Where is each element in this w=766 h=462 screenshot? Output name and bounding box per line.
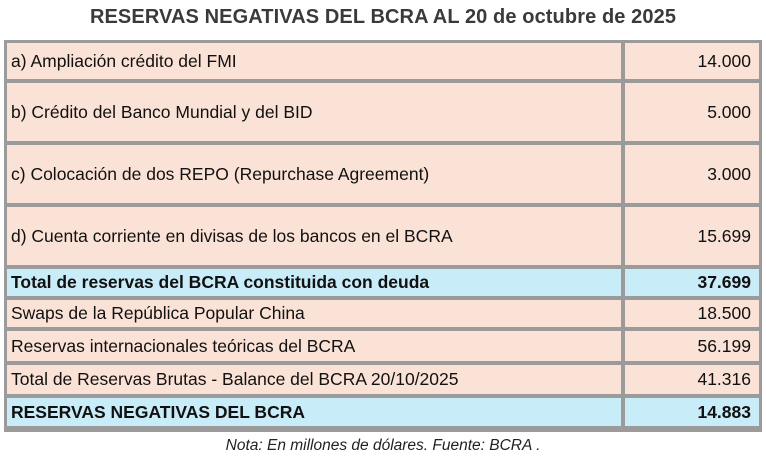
row-label: Total de reservas del BCRA constituida con deuda [7, 269, 625, 296]
row-value: 15.699 [697, 225, 751, 246]
row-value: 14.883 [697, 401, 751, 422]
row-value: 41.316 [697, 369, 751, 389]
row-label: a) Ampliación crédito del FMI [7, 43, 625, 79]
footnote: Nota: En millones de dólares. Fuente: BCRA . [225, 437, 541, 454]
table-row [7, 365, 759, 394]
row-label: Total de Reservas Brutas - Balance del BCRA 20/10/2025 [7, 365, 625, 394]
reserves-table [4, 40, 762, 432]
row-label: b) Crédito del Banco Mundial y del BID [7, 83, 625, 141]
table-row [7, 207, 759, 265]
row-label: d) Cuenta corriente en divisas de los bancos en el BCRA [7, 207, 625, 265]
table-title: RESERVAS NEGATIVAS DEL BCRA AL 20 de octubre de 2025 [89, 6, 677, 28]
table-row-result [7, 398, 759, 426]
table-row [7, 83, 759, 141]
row-label: c) Colocación de dos REPO (Repurchase Agreement) [7, 145, 625, 203]
row-label: Reservas internacionales teóricas del BCRA [7, 331, 625, 361]
row-value: 14.000 [697, 50, 751, 71]
row-value: 18.500 [697, 303, 751, 323]
row-value: 37.699 [697, 272, 751, 292]
table-row [7, 43, 759, 79]
row-value: 3.000 [707, 163, 751, 184]
row-label: Swaps de la República Popular China [7, 300, 625, 327]
table-row [7, 145, 759, 203]
table-row-total [7, 269, 759, 296]
table-row [7, 300, 759, 327]
row-value: 5.000 [707, 101, 751, 122]
row-value: 56.199 [697, 335, 751, 356]
table-row [7, 331, 759, 361]
row-label: RESERVAS NEGATIVAS DEL BCRA [7, 398, 625, 426]
